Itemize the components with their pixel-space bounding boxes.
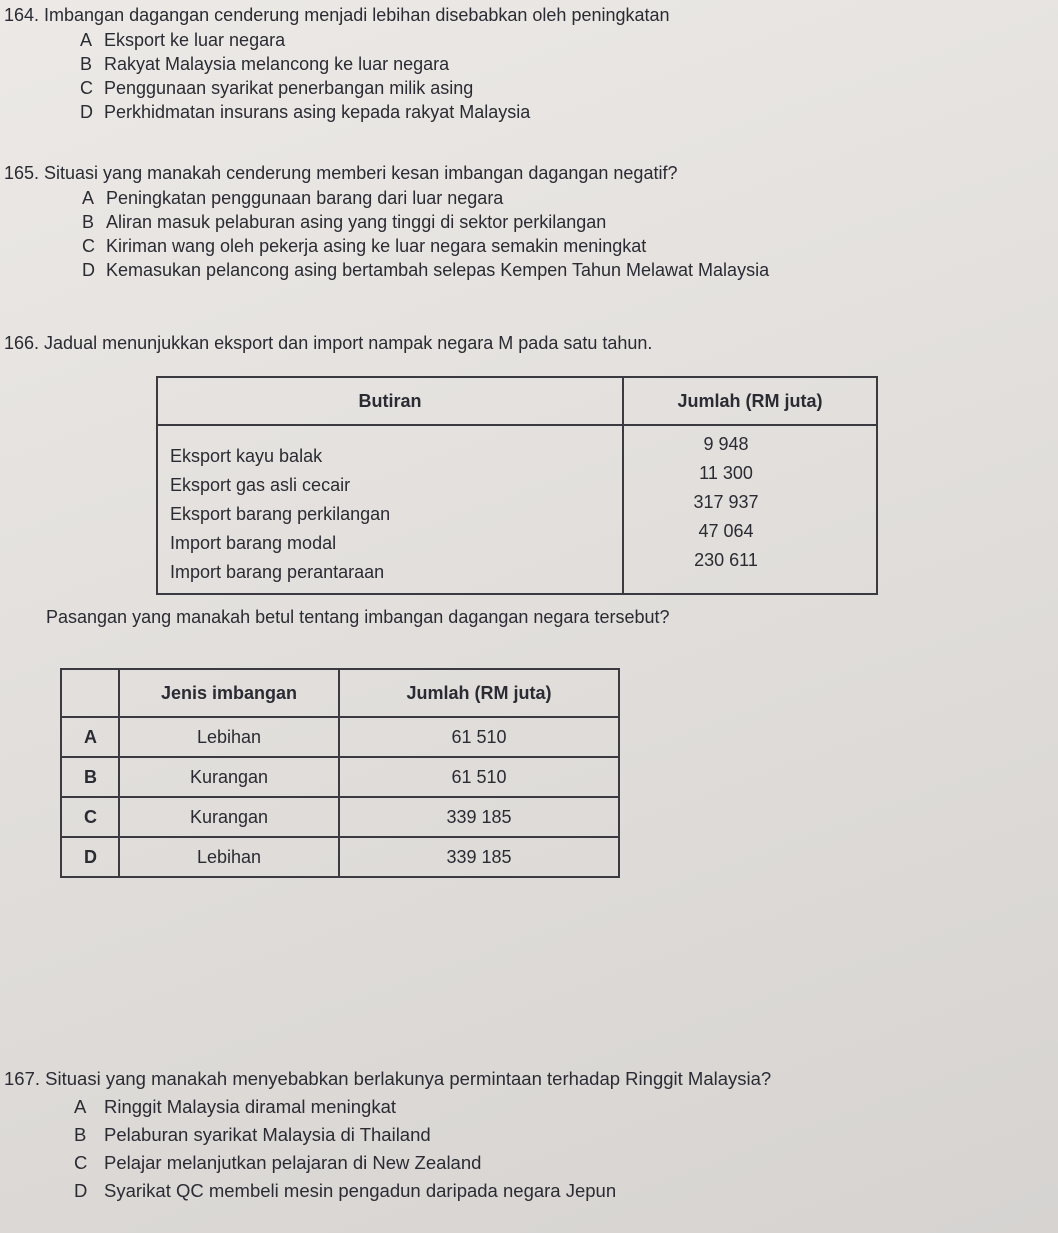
option-letter: C [80,78,93,98]
option-text: Peningkatan penggunaan barang dari luar negara [106,188,504,208]
question-164-options [80,28,670,124]
table-header-row [157,377,877,425]
table-value: 11 300 [699,463,753,483]
question-167 [4,1066,771,1204]
option-letter: D [61,837,119,877]
option-text: Eksport ke luar negara [104,30,286,50]
table-item: Eksport gas asli cecair [170,475,351,495]
option-letter: A [82,188,95,208]
column-header-jumlah: Jumlah (RM juta) [339,669,619,717]
balance-amount: 61 510 [339,757,619,797]
answer-row-a[interactable] [61,717,619,757]
balance-type: Kurangan [119,797,339,837]
question-166-stem-wrap [4,330,652,356]
table-value: 230 611 [694,550,758,570]
balance-amount: 61 510 [339,717,619,757]
option-letter: B [61,757,119,797]
balance-type: Kurangan [119,757,339,797]
option-letter: B [80,54,93,74]
answer-options-table [60,668,620,878]
column-header-jenis: Jenis imbangan [119,669,339,717]
option-letter: B [74,1124,87,1145]
table-value: 47 064 [698,521,754,541]
answer-row-b[interactable] [61,757,619,797]
option-d[interactable] [80,100,670,124]
table-value: 9 948 [703,434,749,454]
option-letter: A [74,1096,87,1117]
question-167-options [74,1092,771,1204]
option-a[interactable] [74,1092,771,1120]
table-header-row [61,669,619,717]
option-text: Kemasukan pelancong asing bertambah selepas Kempen Tahun Melawat Malaysia [106,260,770,280]
table-item: Eksport barang perkilangan [170,504,391,524]
option-a[interactable] [82,186,769,210]
question-165-stem: 165. Situasi yang manakah cenderung memberi kesan imbangan dagangan negatif? [4,163,678,183]
option-text: Pelajar melanjutkan pelajaran di New Zealand [104,1152,482,1173]
trade-data-table [156,376,878,595]
option-text: Kiriman wang oleh pekerja asing ke luar negara semakin meningkat [106,236,647,256]
question-167-stem: 167. Situasi yang manakah menyebabkan berlakunya permintaan terhadap Ringgit Malaysia? [4,1068,772,1089]
option-letter: B [82,212,95,232]
balance-type: Lebihan [119,717,339,757]
option-letter: C [82,236,95,256]
question-166-prompt: Pasangan yang manakah betul tentang imbangan dagangan negara tersebut? [46,607,670,627]
option-letter: C [74,1152,88,1173]
question-166-prompt-wrap [46,604,670,630]
option-text: Perkhidmatan insurans asing kepada rakyat Malaysia [104,102,531,122]
balance-amount: 339 185 [339,837,619,877]
option-letter: D [74,1180,88,1201]
table-item: Import barang modal [170,533,337,553]
column-header-butiran: Butiran [157,377,623,425]
option-text: Penggunaan syarikat penerbangan milik asing [104,78,474,98]
table-row [157,425,877,594]
option-c[interactable] [80,76,670,100]
option-text: Aliran masuk pelaburan asing yang tinggi di sektor perkilangan [106,212,607,232]
items-cell [157,425,623,594]
column-header-jumlah: Jumlah (RM juta) [623,377,877,425]
question-165-options [82,186,769,282]
option-a[interactable] [80,28,670,52]
option-d[interactable] [82,258,769,282]
table-value: 317 937 [693,492,759,512]
option-letter: C [61,797,119,837]
answer-row-c[interactable] [61,797,619,837]
option-letter: D [80,102,93,122]
option-text: Ringgit Malaysia diramal meningkat [104,1096,397,1117]
option-d[interactable] [74,1176,771,1204]
option-text: Syarikat QC membeli mesin pengadun daripada negara Jepun [104,1180,617,1201]
balance-amount: 339 185 [339,797,619,837]
option-b[interactable] [82,210,769,234]
table-item: Import barang perantaraan [170,562,385,582]
option-b[interactable] [80,52,670,76]
option-c[interactable] [82,234,769,258]
option-c[interactable] [74,1148,771,1176]
option-letter: D [82,260,95,280]
table-item: Eksport kayu balak [170,446,323,466]
option-letter: A [61,717,119,757]
column-header-letter [61,669,119,717]
values-cell [623,425,877,594]
option-letter: A [80,30,93,50]
question-164 [4,2,670,124]
question-166-stem: 166. Jadual menunjukkan eksport dan import nampak negara M pada satu tahun. [4,333,653,353]
option-text: Rakyat Malaysia melancong ke luar negara [104,54,450,74]
question-165 [4,160,769,282]
question-164-stem: 164. Imbangan dagangan cenderung menjadi lebihan disebabkan oleh peningkatan [4,5,670,25]
answer-row-d[interactable] [61,837,619,877]
option-text: Pelaburan syarikat Malaysia di Thailand [104,1124,431,1145]
balance-type: Lebihan [119,837,339,877]
option-b[interactable] [74,1120,771,1148]
